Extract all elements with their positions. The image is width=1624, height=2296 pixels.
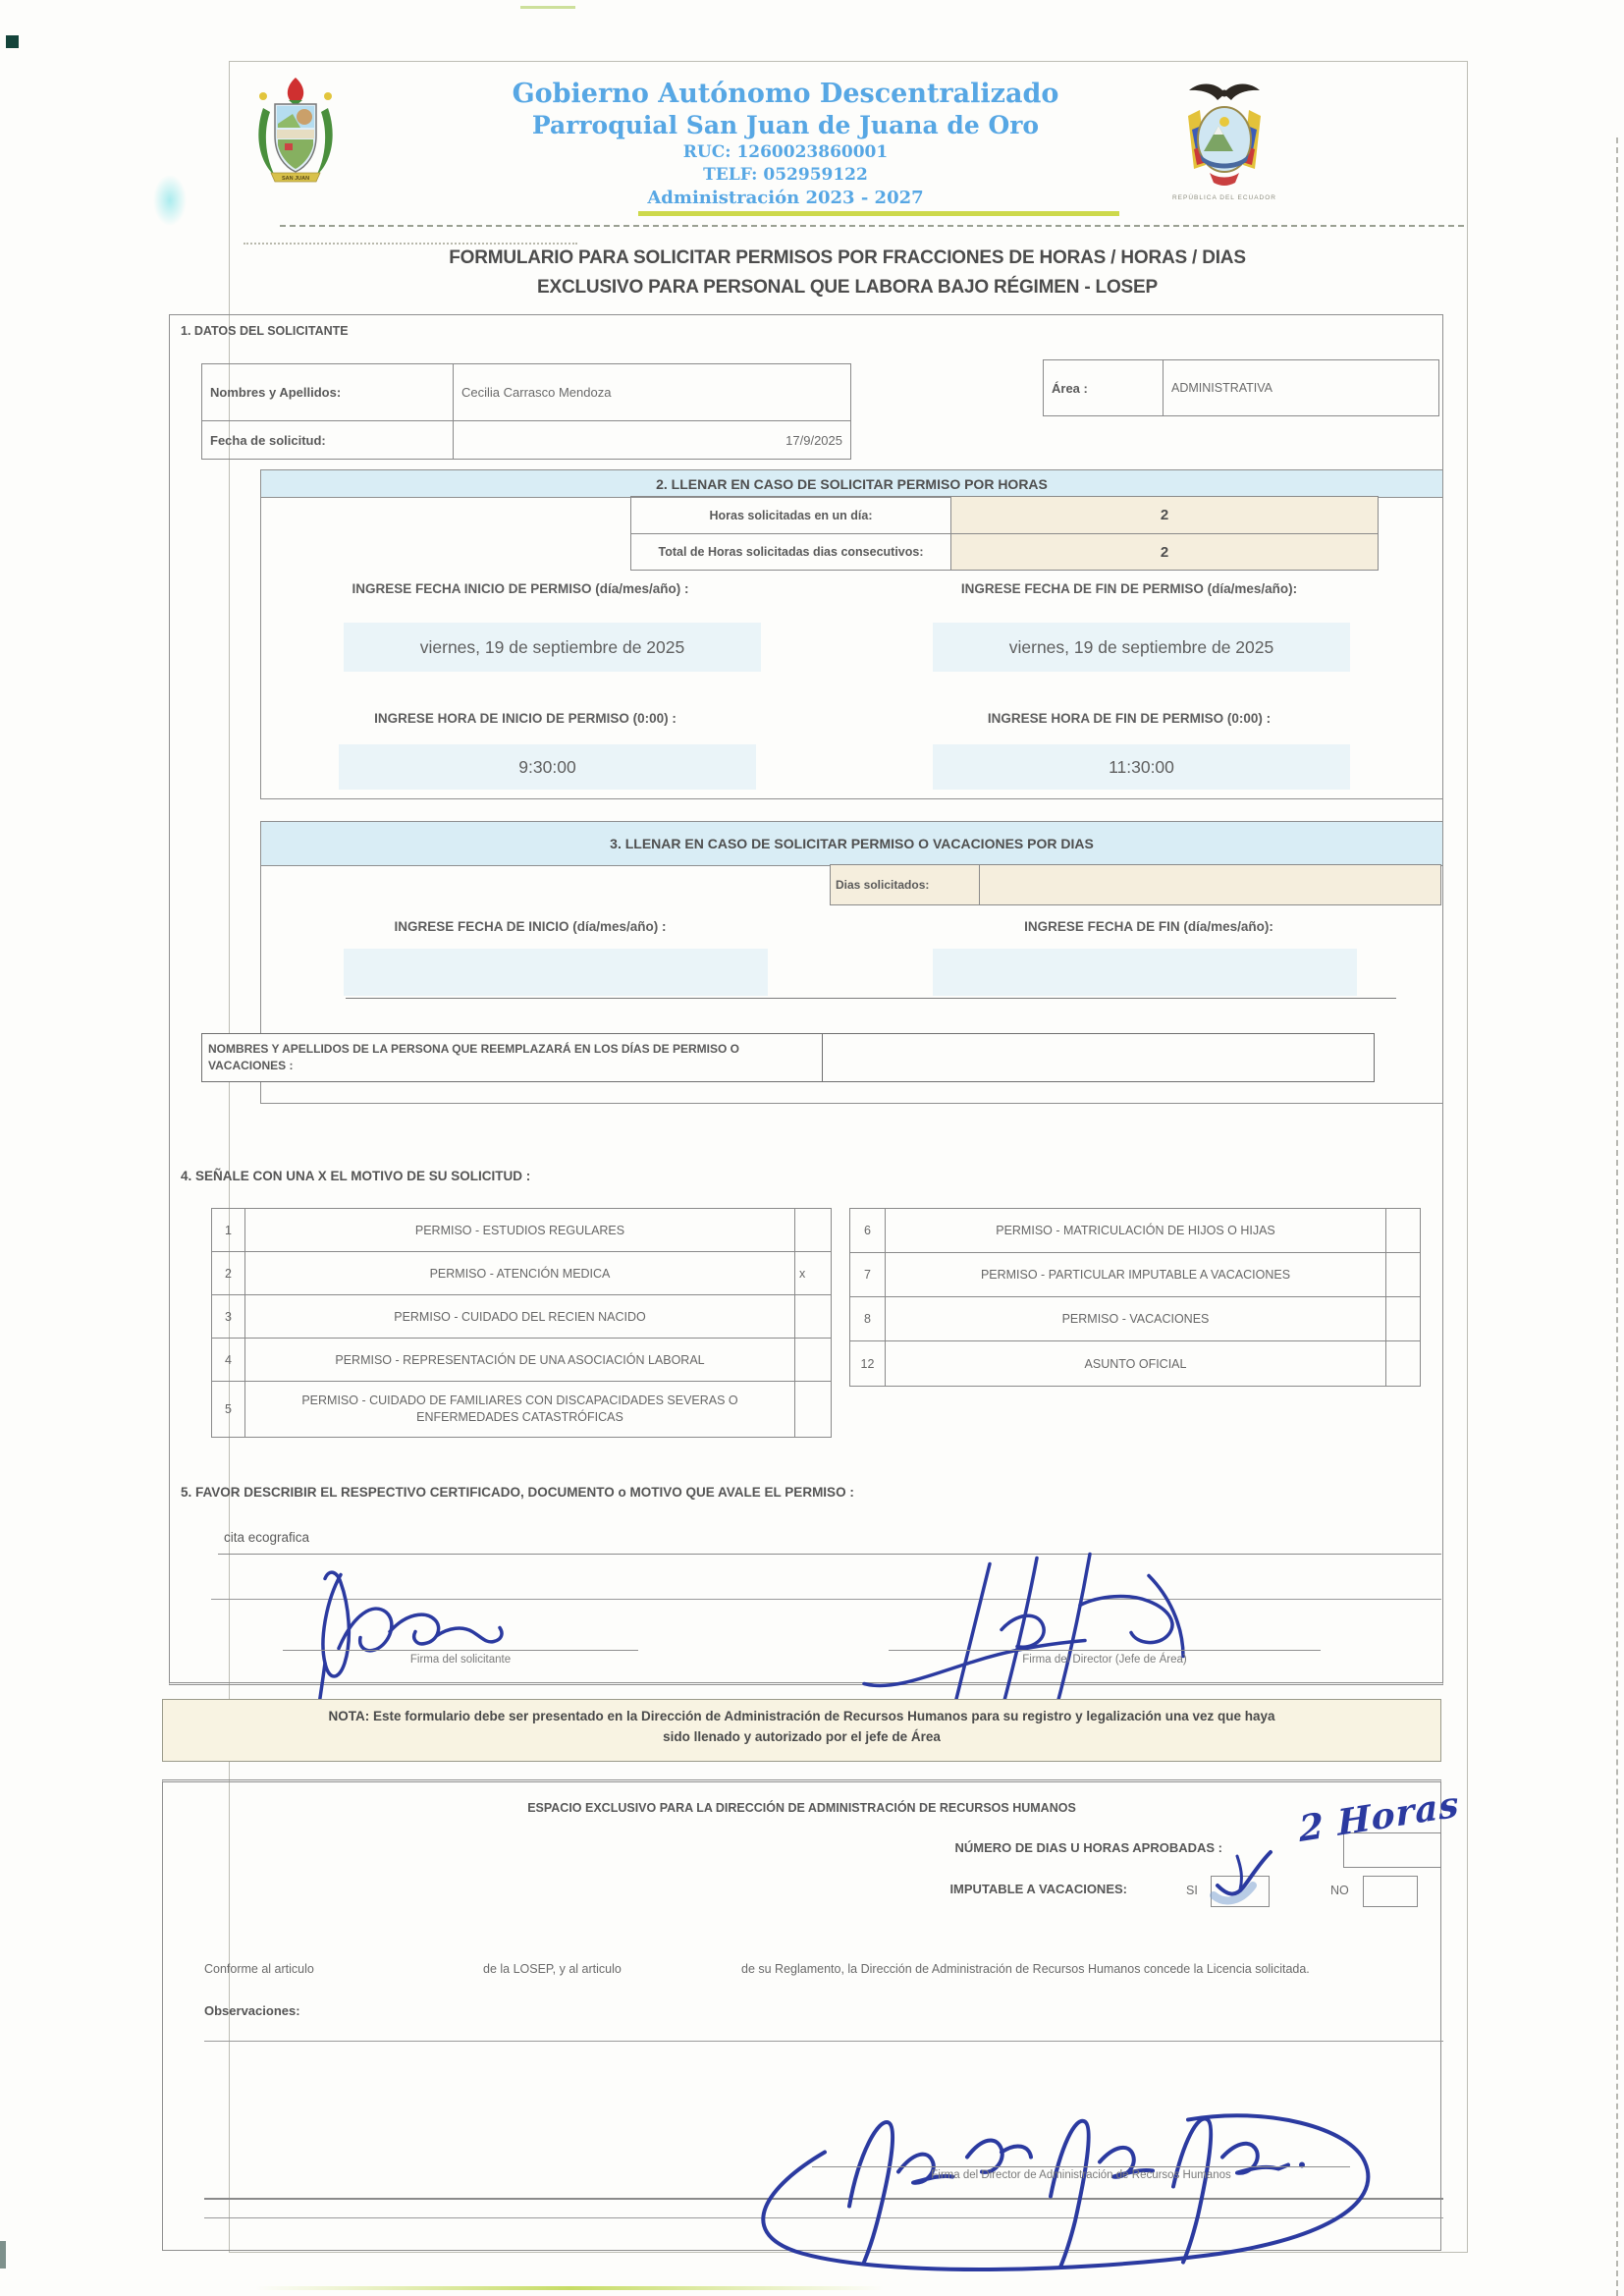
fecha-solicitud-value: 17/9/2025 xyxy=(785,432,842,448)
hora-fin-permiso-label: INGRESE HORA DE FIN DE PERMISO (0:00) : xyxy=(987,711,1272,726)
logo-underline-dots xyxy=(244,243,577,245)
hora-inicio-permiso-label: INGRESE HORA DE INICIO DE PERMISO (0:00) : xyxy=(374,711,677,726)
aprobadas-handwritten-value: 2 Horas xyxy=(1298,1783,1461,1851)
org-telf: TELF: 052959122 xyxy=(703,165,868,185)
reemplazo-value xyxy=(823,1034,1374,1081)
hr-director-signature-label: Firma del Director de Administración de Recursos Humanos xyxy=(931,2169,1231,2181)
motivo-num: 8 xyxy=(850,1297,886,1340)
section5-heading: 5. FAVOR DESCRIBIR EL RESPECTIVO CERTIFICADO, DOCUMENTO o MOTIVO QUE AVALE EL PERMISO : xyxy=(181,1485,854,1500)
dias-solicitados-table xyxy=(830,864,1441,905)
org-name-line1: Gobierno Autónomo Descentralizado xyxy=(512,79,1059,109)
horas-dia-value: 2 xyxy=(951,497,1378,534)
hr-director-signature-line xyxy=(812,2166,1350,2167)
org-name-line2: Parroquial San Juan de Juana de Oro xyxy=(531,111,1040,139)
nota-line1: NOTA: Este formulario debe ser presentado en la Dirección de Administración de Recursos Humanos para su registro y legalización una vez que haya xyxy=(328,1709,1275,1723)
motivo-label: PERMISO - REPRESENTACIÓN DE UNA ASOCIACIÓN LABORAL xyxy=(245,1339,795,1381)
form-title-line1: FORMULARIO PARA SOLICITAR PERMISOS POR FRACCIONES DE HORAS / HORAS / DIAS xyxy=(449,247,1246,268)
motivo-row xyxy=(212,1339,831,1382)
imputable-label: IMPUTABLE A VACACIONES: xyxy=(949,1882,1127,1896)
san-juan-parish-coat-of-arms xyxy=(245,75,346,185)
aprobadas-label: NÚMERO DE DIAS U HORAS APROBADAS : xyxy=(954,1840,1222,1855)
no-label: NO xyxy=(1330,1884,1349,1897)
motivo-mark xyxy=(795,1295,831,1338)
motivo-table-right xyxy=(849,1208,1421,1387)
motivo-num: 2 xyxy=(212,1252,245,1294)
org-administration: Administración 2023 - 2027 xyxy=(647,188,924,208)
motivo-row xyxy=(212,1382,831,1437)
motivo-label: PERMISO - VACACIONES xyxy=(886,1297,1386,1340)
scan-artifact-bottom-left-mark xyxy=(0,2241,6,2269)
hora-inicio-permiso-value: 9:30:00 xyxy=(339,744,756,790)
fecha-fin-permiso-label: INGRESE FECHA DE FIN DE PERMISO (día/mes/año): xyxy=(960,581,1298,596)
org-ruc: RUC: 1260023860001 xyxy=(682,142,889,162)
horas-total-value: 2 xyxy=(951,534,1378,570)
motivo-label: PERMISO - ESTUDIOS REGULARES xyxy=(245,1209,795,1251)
section2-heading: 2. LLENAR EN CASO DE SOLICITAR PERMISO POR HORAS xyxy=(261,470,1442,498)
svg-text:SAN JUAN: SAN JUAN xyxy=(281,176,310,182)
motivo-row xyxy=(850,1209,1420,1253)
motivo-label: PERMISO - CUIDADO DE FAMILIARES CON DISCAPACIDADES SEVERAS O ENFERMEDADES CATASTRÓFICAS xyxy=(245,1382,795,1437)
motivo-num: 5 xyxy=(212,1382,245,1437)
section3-heading: 3. LLENAR EN CASO DE SOLICITAR PERMISO O VACACIONES POR DIAS xyxy=(261,822,1442,866)
scan-artifact-right-edge xyxy=(1616,137,1618,2296)
scan-artifact-top-dash xyxy=(520,6,575,9)
motivo-row xyxy=(850,1253,1420,1297)
fecha-inicio-permiso-value: viernes, 19 de septiembre de 2025 xyxy=(344,623,761,672)
motivo-label: PERMISO - ATENCIÓN MEDICA xyxy=(245,1252,795,1294)
motivo-label: PERMISO - PARTICULAR IMPUTABLE A VACACIONES xyxy=(886,1253,1386,1296)
si-label: SI xyxy=(1186,1884,1198,1897)
s3-fecha-fin-value xyxy=(933,949,1357,996)
motivo-row xyxy=(212,1209,831,1252)
certificado-value: cita ecografica xyxy=(224,1530,310,1545)
nombres-value: Cecilia Carrasco Mendoza xyxy=(454,364,850,421)
fecha-inicio-permiso-label: INGRESE FECHA INICIO DE PERMISO (día/mes/año) : xyxy=(352,581,689,596)
motivo-label: PERMISO - MATRICULACIÓN DE HIJOS O HIJAS xyxy=(886,1209,1386,1252)
hours-table xyxy=(630,496,1379,571)
dias-solicitados-value xyxy=(980,865,1440,904)
s3-fecha-inicio-value xyxy=(344,949,768,996)
motivo-mark: x xyxy=(799,1266,806,1281)
motivo-mark xyxy=(1386,1253,1420,1296)
reemplazo-label: NOMBRES Y APELLIDOS DE LA PERSONA QUE REEMPLAZARÁ EN LOS DÍAS DE PERMISO O VACACIONES : xyxy=(202,1034,823,1081)
area-table xyxy=(1043,359,1439,416)
nota-line2: sido llenado y autorizado por el jefe de Área xyxy=(663,1729,941,1744)
motivo-label: ASUNTO OFICIAL xyxy=(886,1341,1386,1386)
ecuador-coat-of-arms xyxy=(1166,79,1282,192)
motivo-mark xyxy=(1386,1297,1420,1340)
motivo-row xyxy=(212,1295,831,1339)
director-signature-line xyxy=(889,1650,1321,1651)
motivo-label: PERMISO - CUIDADO DEL RECIEN NACIDO xyxy=(245,1295,795,1338)
hr-section-heading: ESPACIO EXCLUSIVO PARA LA DIRECCIÓN DE ADMINISTRACIÓN DE RECURSOS HUMANOS xyxy=(527,1801,1076,1815)
horas-total-label: Total de Horas solicitadas dias consecutivos: xyxy=(631,534,951,570)
conforme-text-part1: Conforme al articulo xyxy=(204,1962,314,1976)
motivo-num: 7 xyxy=(850,1253,886,1296)
section4-heading: 4. SEÑALE CON UNA X EL MOTIVO DE SU SOLICITUD : xyxy=(181,1169,531,1183)
fecha-solicitud-label: Fecha de solicitud: xyxy=(202,421,454,459)
form-title-line2: EXCLUSIVO PARA PERSONAL QUE LABORA BAJO RÉGIMEN - LOSEP xyxy=(537,277,1158,298)
conforme-text-part2: de la LOSEP, y al articulo xyxy=(483,1962,622,1976)
motivo-mark xyxy=(795,1209,831,1251)
scan-artifact-corner-square xyxy=(6,35,19,48)
horas-dia-label: Horas solicitadas en un día: xyxy=(631,497,951,534)
scan-artifact-cyan-smudge xyxy=(153,175,187,226)
reemplazo-row xyxy=(201,1033,1375,1082)
motivo-row xyxy=(850,1297,1420,1341)
area-label: Área : xyxy=(1044,360,1164,415)
ecuador-logo-caption: REPÚBLICA DEL ECUADOR xyxy=(1171,194,1276,201)
motivo-row xyxy=(212,1252,831,1295)
header-separator-dashed xyxy=(280,225,1464,227)
fecha-fin-permiso-value: viernes, 19 de septiembre de 2025 xyxy=(933,623,1350,672)
nota-box xyxy=(162,1699,1441,1762)
s3-fecha-inicio-label: INGRESE FECHA DE INICIO (día/mes/año) : xyxy=(394,919,667,934)
conforme-text-part3: de su Reglamento, la Dirección de Administración de Recursos Humanos concede la Licencia solicitada. xyxy=(741,1962,1310,1976)
motivo-mark xyxy=(795,1339,831,1381)
observaciones-label: Observaciones: xyxy=(204,2003,300,2018)
motivo-mark xyxy=(795,1382,831,1437)
section1-heading: 1. DATOS DEL SOLICITANTE xyxy=(181,324,349,338)
motivo-table-left xyxy=(211,1208,832,1438)
area-value: ADMINISTRATIVA xyxy=(1171,381,1273,395)
motivo-mark xyxy=(1386,1209,1420,1252)
s3-underline xyxy=(346,998,1396,999)
nombres-label: Nombres y Apellidos: xyxy=(202,364,454,421)
solicitante-signature-line xyxy=(283,1650,638,1651)
hora-fin-permiso-value: 11:30:00 xyxy=(933,744,1350,790)
motivo-num: 3 xyxy=(212,1295,245,1338)
motivo-num: 4 xyxy=(212,1339,245,1381)
s3-fecha-fin-label: INGRESE FECHA DE FIN (día/mes/año): xyxy=(1024,919,1273,934)
section1-table xyxy=(201,363,851,460)
motivo-num: 6 xyxy=(850,1209,886,1252)
solicitante-signature-label: Firma del solicitante xyxy=(409,1654,512,1666)
observaciones-line1 xyxy=(204,2041,1443,2042)
director-signature-label: Firma del Director (Jefe de Área) xyxy=(1022,1654,1187,1666)
motivo-num: 12 xyxy=(850,1341,886,1386)
motivo-row xyxy=(850,1341,1420,1386)
dias-solicitados-label: Dias solicitados: xyxy=(831,865,980,904)
scan-artifact-bottom-streak xyxy=(255,2286,884,2290)
administration-highlight-line xyxy=(638,211,1119,216)
motivo-num: 1 xyxy=(212,1209,245,1251)
si-checkmark xyxy=(1206,1844,1284,1915)
no-checkbox xyxy=(1363,1876,1418,1907)
motivo-mark xyxy=(1386,1341,1420,1386)
